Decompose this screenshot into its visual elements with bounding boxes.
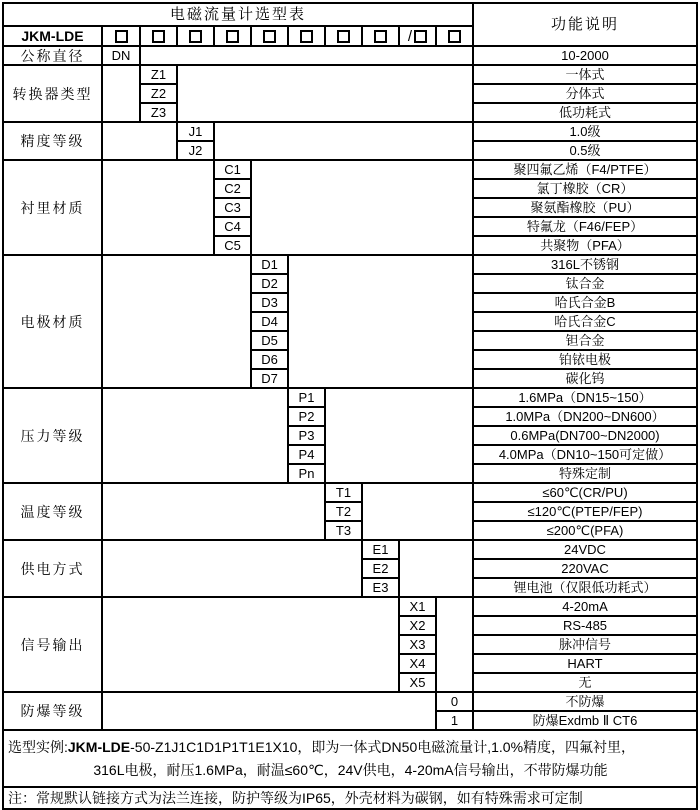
empty-left-explosion-proof-rating <box>103 693 437 731</box>
code-cell-T2: T2 <box>326 503 363 522</box>
code-cell-X5: X5 <box>400 674 437 693</box>
desc-cell-electrode-material-D2: 钛合金 <box>474 275 698 294</box>
empty-right-signal-output <box>437 598 474 693</box>
desc-cell-electrode-material-D5: 钽合金 <box>474 332 698 351</box>
empty-right-converter-type <box>178 66 474 123</box>
code-cell-Z1: Z1 <box>141 66 178 85</box>
checkbox-icon <box>115 30 128 43</box>
desc-cell-nominal-diameter-DN: 10-2000 <box>474 47 698 66</box>
empty-right-nominal-diameter <box>141 47 474 66</box>
desc-cell-signal-output-X1: 4-20mA <box>474 598 698 617</box>
desc-cell-accuracy-class-J1: 1.0级 <box>474 123 698 142</box>
example-line1-rest: -50-Z1J1C1D1P1T1E1X10，即为一体式DN50电磁流量计,1.0%精度，四氟衬里， <box>130 739 636 755</box>
desc-cell-electrode-material-D4: 哈氏合金C <box>474 313 698 332</box>
desc-cell-pressure-rating-P4: 4.0MPa（DN10~150可定做） <box>474 446 698 465</box>
checkbox-icon <box>300 30 313 43</box>
code-cell-X1: X1 <box>400 598 437 617</box>
desc-cell-explosion-proof-rating-1: 防爆Exdmb Ⅱ CT6 <box>474 712 698 731</box>
code-cell-E1: E1 <box>363 541 400 560</box>
section-label-power-supply: 供电方式 <box>4 541 103 598</box>
desc-cell-signal-output-X3: 脉冲信号 <box>474 636 698 655</box>
code-cell-D4: D4 <box>252 313 289 332</box>
checkbox-icon <box>337 30 350 43</box>
section-label-pressure-rating: 压力等级 <box>4 389 103 484</box>
code-cell-Pn: Pn <box>289 465 326 484</box>
empty-left-accuracy-class <box>103 123 178 161</box>
desc-cell-temperature-rating-T1: ≤60℃(CR/PU) <box>474 484 698 503</box>
desc-cell-converter-type-Z2: 分体式 <box>474 85 698 104</box>
desc-cell-signal-output-X2: RS-485 <box>474 617 698 636</box>
model-checkbox-cell <box>363 27 400 47</box>
model-checkbox-cell <box>326 27 363 47</box>
desc-cell-pressure-rating-P1: 1.6MPa（DN15~150） <box>474 389 698 408</box>
code-cell-X3: X3 <box>400 636 437 655</box>
desc-cell-electrode-material-D3: 哈氏合金B <box>474 294 698 313</box>
checkbox-icon <box>152 30 165 43</box>
checkbox-icon <box>263 30 276 43</box>
example-label: 选型实例: <box>8 739 68 755</box>
checkbox-icon <box>414 30 427 43</box>
model-checkbox-cell <box>141 27 178 47</box>
desc-cell-explosion-proof-rating-0: 不防爆 <box>474 693 698 712</box>
section-label-accuracy-class: 精度等级 <box>4 123 103 161</box>
checkbox-icon <box>189 30 202 43</box>
desc-cell-liner-material-C1: 聚四氟乙烯（F4/PTFE） <box>474 161 698 180</box>
slash-separator: / <box>407 27 413 45</box>
code-cell-J1: J1 <box>178 123 215 142</box>
section-label-signal-output: 信号输出 <box>4 598 103 693</box>
checkbox-icon <box>374 30 387 43</box>
code-cell-DN: DN <box>103 47 141 66</box>
desc-cell-power-supply-E3: 锂电池（仅限低功耗式） <box>474 579 698 598</box>
section-label-liner-material: 衬里材质 <box>4 161 103 256</box>
code-cell-J2: J2 <box>178 142 215 161</box>
code-cell-D2: D2 <box>252 275 289 294</box>
desc-cell-temperature-rating-T2: ≤120℃(PTEP/FEP) <box>474 503 698 522</box>
empty-left-converter-type <box>103 66 141 123</box>
code-cell-D3: D3 <box>252 294 289 313</box>
desc-cell-pressure-rating-P3: 0.6MPa(DN700~DN2000) <box>474 427 698 446</box>
table-title: 电磁流量计选型表 <box>4 4 474 27</box>
empty-right-pressure-rating <box>326 389 474 484</box>
section-label-temperature-rating: 温度等级 <box>4 484 103 541</box>
desc-cell-electrode-material-D7: 碳化钨 <box>474 370 698 389</box>
code-cell-E2: E2 <box>363 560 400 579</box>
code-cell-D7: D7 <box>252 370 289 389</box>
desc-cell-temperature-rating-T3: ≤200℃(PFA) <box>474 522 698 541</box>
desc-cell-signal-output-X4: HART <box>474 655 698 674</box>
code-cell-1: 1 <box>437 712 474 731</box>
function-description-header: 功能说明 <box>474 4 698 47</box>
empty-left-temperature-rating <box>103 484 326 541</box>
desc-cell-accuracy-class-J2: 0.5级 <box>474 142 698 161</box>
empty-right-electrode-material <box>289 256 474 389</box>
desc-cell-liner-material-C2: 氯丁橡胶（CR） <box>474 180 698 199</box>
desc-cell-pressure-rating-P2: 1.0MPa（DN200~DN600） <box>474 408 698 427</box>
desc-cell-power-supply-E2: 220VAC <box>474 560 698 579</box>
code-cell-X2: X2 <box>400 617 437 636</box>
model-prefix-label: JKM-LDE <box>4 27 103 47</box>
code-cell-D6: D6 <box>252 351 289 370</box>
code-cell-P4: P4 <box>289 446 326 465</box>
empty-right-liner-material <box>252 161 474 256</box>
code-cell-D5: D5 <box>252 332 289 351</box>
empty-left-signal-output <box>103 598 400 693</box>
note: 注：常规默认链接方式为法兰连接，防护等级为IP65，外壳材料为碳钢，如有特殊需求可定制 <box>4 788 698 810</box>
desc-cell-power-supply-E1: 24VDC <box>474 541 698 560</box>
empty-left-pressure-rating <box>103 389 289 484</box>
desc-cell-electrode-material-D6: 铂铱电极 <box>474 351 698 370</box>
model-checkbox-cell <box>103 27 141 47</box>
desc-cell-liner-material-C4: 特氟龙（F46/FEP） <box>474 218 698 237</box>
checkbox-icon <box>448 30 461 43</box>
empty-left-electrode-material <box>103 256 252 389</box>
code-cell-P2: P2 <box>289 408 326 427</box>
section-label-explosion-proof-rating: 防爆等级 <box>4 693 103 731</box>
code-cell-X4: X4 <box>400 655 437 674</box>
code-cell-C3: C3 <box>215 199 252 218</box>
model-checkbox-cell <box>400 27 437 47</box>
section-label-nominal-diameter: 公称直径 <box>4 47 103 66</box>
code-cell-P3: P3 <box>289 427 326 446</box>
code-cell-C2: C2 <box>215 180 252 199</box>
empty-right-power-supply <box>400 541 474 598</box>
code-cell-Z3: Z3 <box>141 104 178 123</box>
section-label-converter-type: 转换器类型 <box>4 66 103 123</box>
model-checkbox-cell <box>215 27 252 47</box>
code-cell-T1: T1 <box>326 484 363 503</box>
model-checkbox-cell <box>178 27 215 47</box>
empty-left-liner-material <box>103 161 215 256</box>
code-cell-T3: T3 <box>326 522 363 541</box>
code-cell-P1: P1 <box>289 389 326 408</box>
example-model-code: JKM-LDE <box>67 739 131 755</box>
code-cell-D1: D1 <box>252 256 289 275</box>
code-cell-C5: C5 <box>215 237 252 256</box>
model-checkbox-cell <box>289 27 326 47</box>
desc-cell-signal-output-X5: 无 <box>474 674 698 693</box>
desc-cell-pressure-rating-Pn: 特殊定制 <box>474 465 698 484</box>
example-line1 <box>8 736 693 759</box>
selection-example <box>4 731 698 788</box>
section-label-electrode-material: 电极材质 <box>4 256 103 389</box>
desc-cell-electrode-material-D1: 316L不锈钢 <box>474 256 698 275</box>
code-cell-C1: C1 <box>215 161 252 180</box>
code-cell-Z2: Z2 <box>141 85 178 104</box>
model-checkbox-cell <box>252 27 289 47</box>
selection-grid <box>4 4 698 731</box>
empty-right-temperature-rating <box>363 484 474 541</box>
desc-cell-liner-material-C3: 聚氨酯橡胶（PU） <box>474 199 698 218</box>
empty-left-power-supply <box>103 541 363 598</box>
empty-right-accuracy-class <box>215 123 474 161</box>
example-line2: 316L电极，耐压1.6MPa，耐温≤60℃，24V供电，4-20mA信号输出，不带防爆功能 <box>93 762 608 778</box>
code-cell-0: 0 <box>437 693 474 712</box>
selection-table <box>2 2 698 810</box>
desc-cell-converter-type-Z1: 一体式 <box>474 66 698 85</box>
checkbox-icon <box>226 30 239 43</box>
code-cell-E3: E3 <box>363 579 400 598</box>
code-cell-C4: C4 <box>215 218 252 237</box>
desc-cell-liner-material-C5: 共聚物（PFA） <box>474 237 698 256</box>
model-checkbox-cell <box>437 27 474 47</box>
desc-cell-converter-type-Z3: 低功耗式 <box>474 104 698 123</box>
